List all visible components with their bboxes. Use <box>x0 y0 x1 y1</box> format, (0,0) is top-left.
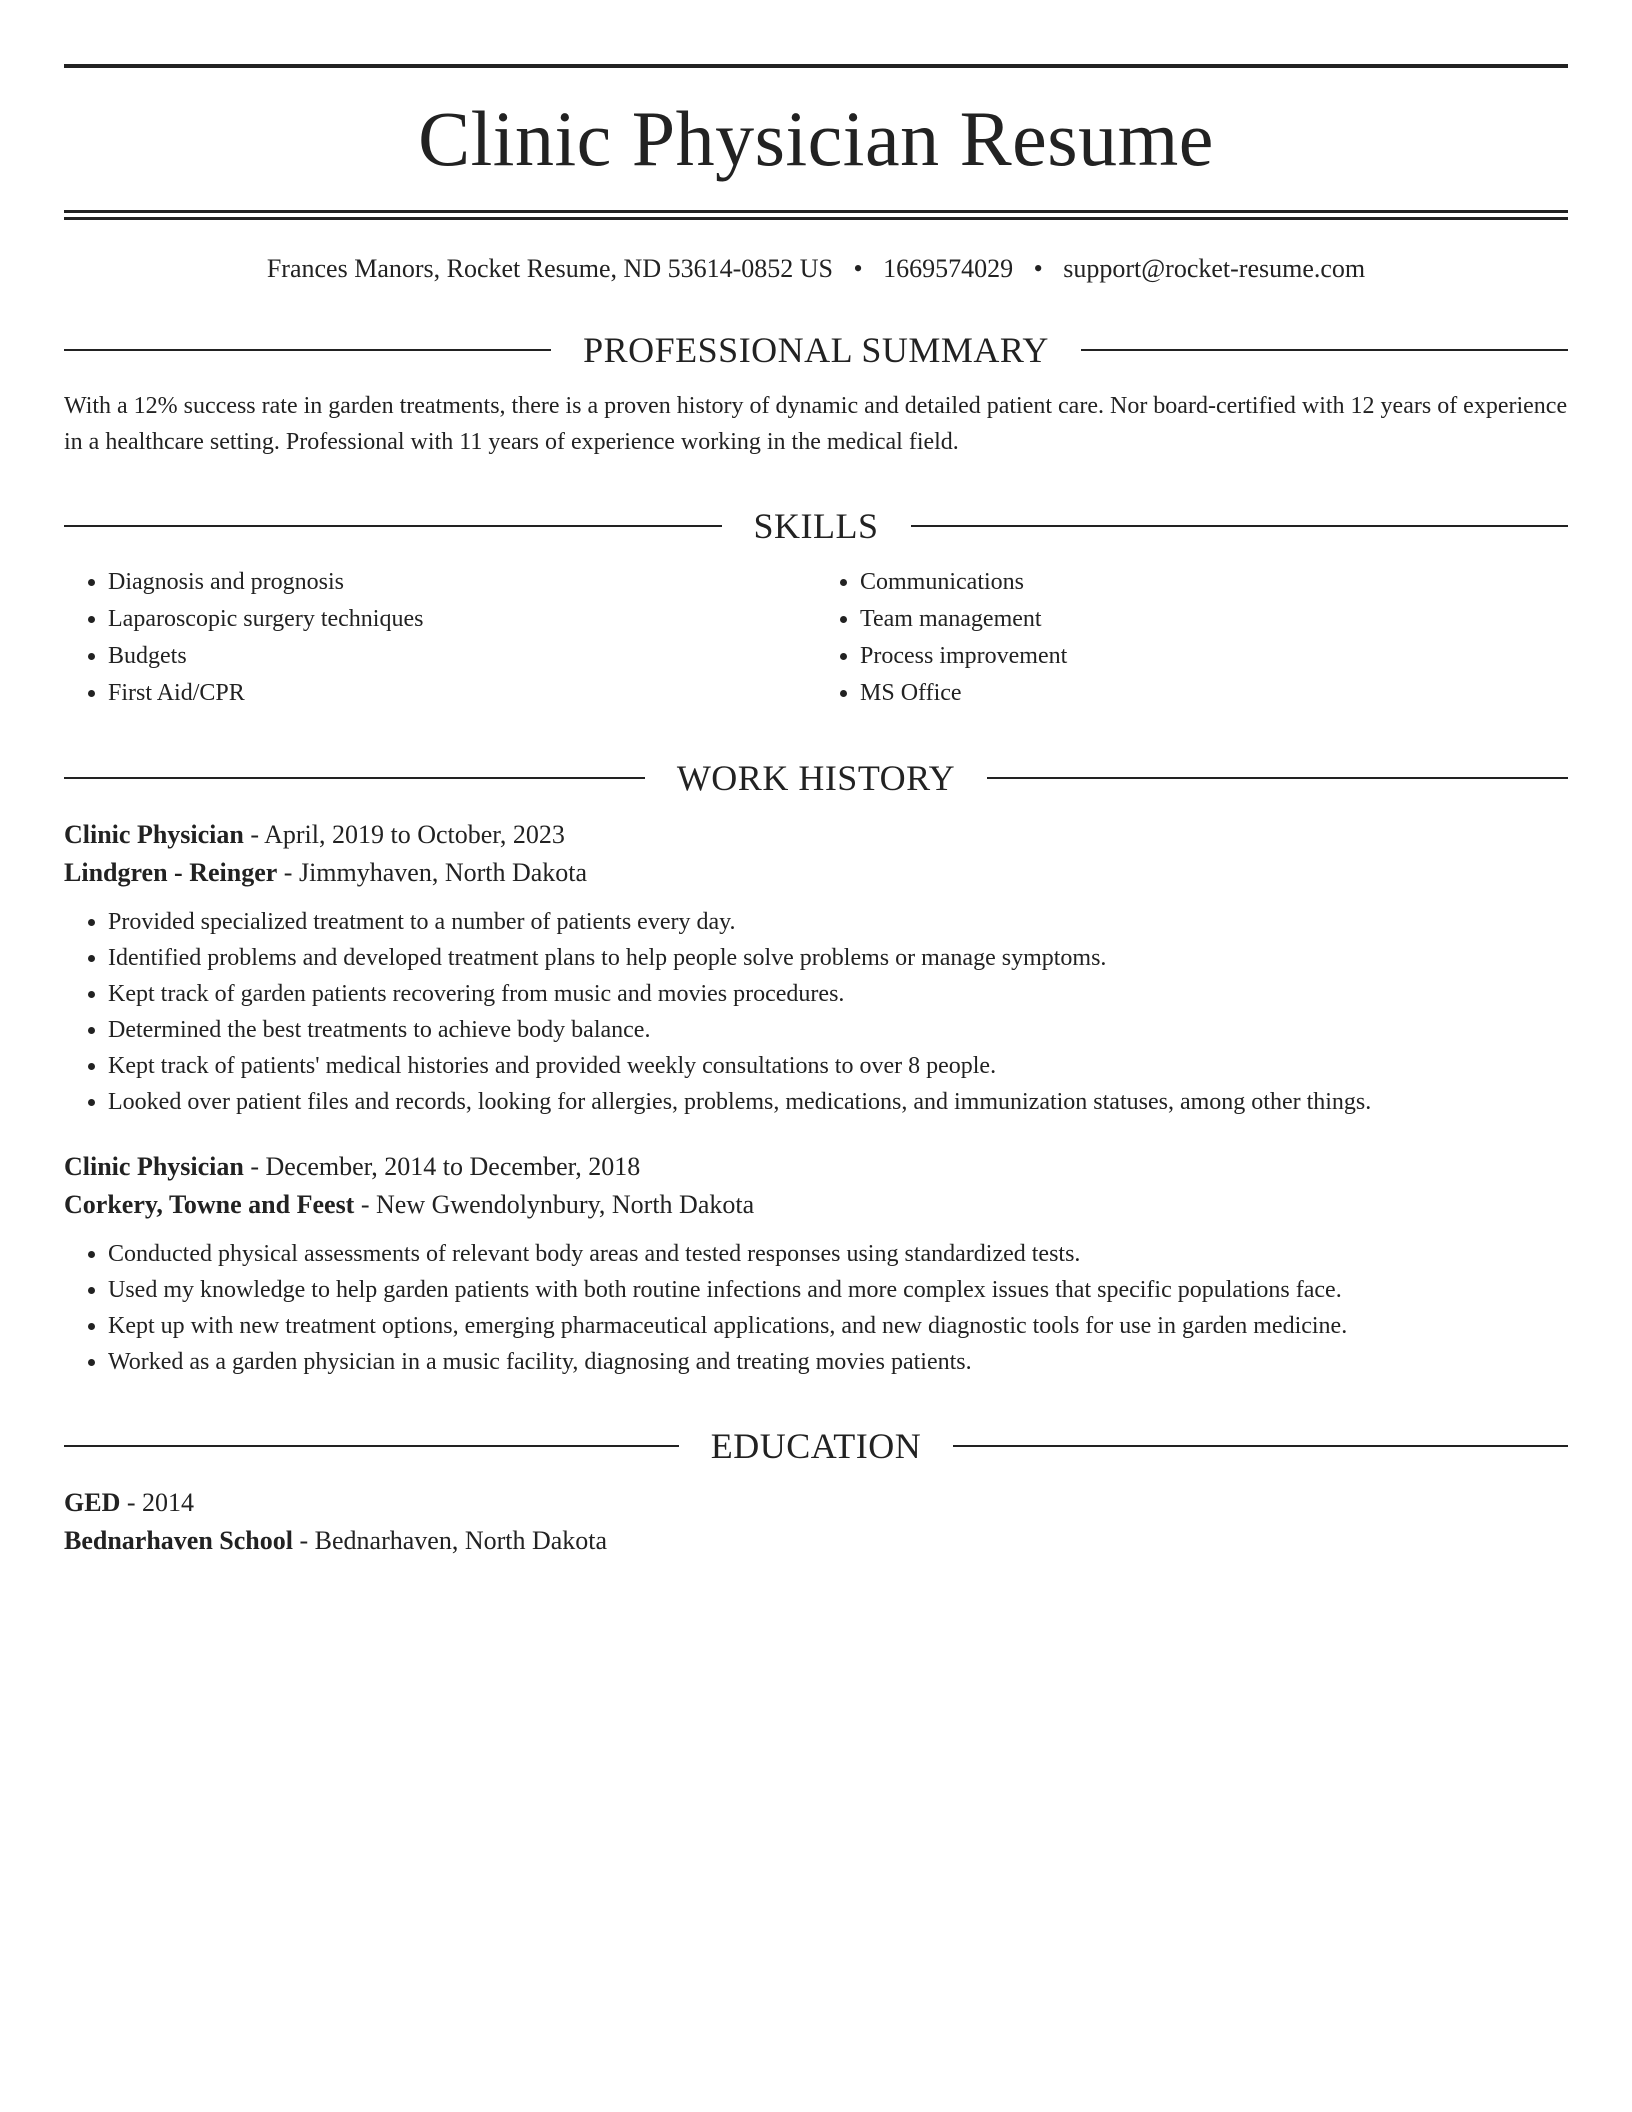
skill-item: • Team management <box>860 601 1568 638</box>
summary-heading: PROFESSIONAL SUMMARY <box>583 330 1049 370</box>
job-title: Clinic Physician <box>64 1152 244 1181</box>
job-bullet: • Worked as a garden physician in a music facility, diagnosing and treating movies patients. <box>108 1344 1568 1380</box>
job-bullet: • Used my knowledge to help garden patients with both routine infections and more complex issues that specific populations face. <box>108 1272 1568 1308</box>
job-bullet: • Kept track of garden patients recovering from music and movies procedures. <box>108 976 1568 1012</box>
summary-text: With a 12% success rate in garden treatments, there is a proven history of dynamic and detailed patient care. Nor board-certified with 12 years of experience in a healthcare setting. Professional with 11 years of experience working in the medical field. <box>64 393 1568 455</box>
contact-separator: • <box>1033 254 1043 283</box>
section-rule-right <box>987 777 1568 779</box>
job-company: Corkery, Towne and Feest <box>64 1190 355 1219</box>
skills-column-left <box>64 564 816 712</box>
section-rule-left <box>64 349 551 351</box>
job-bullet: • Conducted physical assessments of relevant body areas and tested responses using standardized tests. <box>108 1236 1568 1272</box>
skill-item: • MS Office <box>860 675 1568 712</box>
job-bullets <box>64 904 1568 1120</box>
skill-item: • Process improvement <box>860 638 1568 675</box>
section-rule-left <box>64 525 722 527</box>
contact-address: Frances Manors, Rocket Resume, ND 53614-0852 US <box>266 254 833 283</box>
education-degree: GED <box>64 1488 121 1517</box>
skills-column-right <box>816 564 1568 712</box>
education-entry <box>64 1484 1568 1560</box>
skill-item: • Communications <box>860 564 1568 601</box>
section-rule-right <box>1081 349 1568 351</box>
job-dates: - April, 2019 to October, 2023 <box>243 820 565 849</box>
work-heading: WORK HISTORY <box>676 758 956 798</box>
job-bullet: • Provided specialized treatment to a number of patients every day. <box>108 904 1568 940</box>
skill-item: • Laparoscopic surgery techniques <box>108 601 816 638</box>
contact-email: support@rocket-resume.com <box>1063 254 1366 283</box>
job-entry <box>64 1148 1568 1380</box>
contact-line <box>64 254 1568 284</box>
job-company: Lindgren - Reinger <box>64 858 278 887</box>
section-rule-left <box>64 1445 679 1447</box>
job-bullet: • Looked over patient files and records, looking for allergies, problems, medications, and immunization statuses, among other things. <box>108 1084 1568 1120</box>
job-title-line <box>64 816 1568 854</box>
section-rule-left <box>64 777 645 779</box>
job-dates: - December, 2014 to December, 2018 <box>243 1152 641 1181</box>
job-entry <box>64 816 1568 1120</box>
education-school: Bednarhaven School <box>64 1526 293 1555</box>
job-bullet: • Kept up with new treatment options, emerging pharmaceutical applications, and new diagnostic tools for use in garden medicine. <box>108 1308 1568 1344</box>
top-rule <box>64 64 1568 68</box>
job-bullet: • Kept track of patients' medical histories and provided weekly consultations to over 8 people. <box>108 1048 1568 1084</box>
resume-title: Clinic Physician Resume <box>418 95 1214 182</box>
education-section-header <box>64 1428 1568 1464</box>
summary-section-header <box>64 332 1568 368</box>
contact-separator: • <box>853 254 863 283</box>
job-bullet: • Identified problems and developed treatment plans to help people solve problems or manage symptoms. <box>108 940 1568 976</box>
skill-item: • Diagnosis and prognosis <box>108 564 816 601</box>
work-section-header <box>64 760 1568 796</box>
contact-phone: 1669574029 <box>883 254 1014 283</box>
skills-list <box>64 564 1568 712</box>
job-title: Clinic Physician <box>64 820 244 849</box>
job-company-line <box>64 854 1568 892</box>
education-location: - Bednarhaven, North Dakota <box>293 1526 608 1555</box>
section-rule-right <box>911 525 1569 527</box>
education-school-line <box>64 1522 1568 1560</box>
education-degree-line <box>64 1484 1568 1522</box>
job-location: - Jimmyhaven, North Dakota <box>277 858 588 887</box>
job-company-line <box>64 1186 1568 1224</box>
section-rule-right <box>953 1445 1568 1447</box>
skills-heading: SKILLS <box>753 506 879 546</box>
job-bullets <box>64 1236 1568 1380</box>
skills-section-header <box>64 508 1568 544</box>
education-heading: EDUCATION <box>710 1426 922 1466</box>
skill-item: • First Aid/CPR <box>108 675 816 712</box>
skill-item: • Budgets <box>108 638 816 675</box>
job-title-line <box>64 1148 1568 1186</box>
job-location: - New Gwendolynbury, North Dakota <box>354 1190 755 1219</box>
job-bullet: • Determined the best treatments to achieve body balance. <box>108 1012 1568 1048</box>
resume-page <box>64 64 1568 1588</box>
double-rule <box>64 210 1568 220</box>
education-year: - 2014 <box>120 1488 195 1517</box>
